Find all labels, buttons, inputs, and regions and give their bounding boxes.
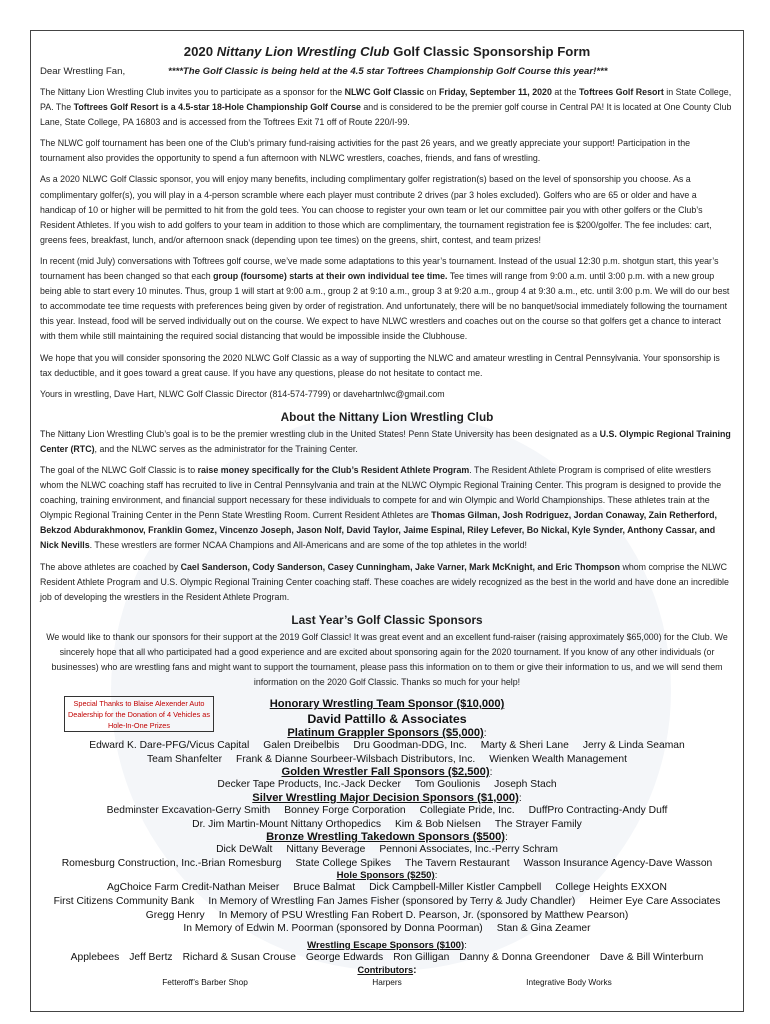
sponsor-name: State College Spikes bbox=[295, 857, 392, 869]
sponsor-name: Kim & Bob Nielsen bbox=[395, 818, 481, 830]
sponsor-name: Edward K. Dare-PFG/Vicus Capital bbox=[89, 740, 250, 752]
bronze-row-1 bbox=[40, 843, 734, 857]
sponsor-name: Romesburg Construction, Inc.-Brian Romesburg bbox=[61, 857, 282, 869]
greeting: Dear Wrestling Fan, bbox=[40, 66, 126, 77]
sponsor-name: Collegiate Pride, Inc. bbox=[419, 804, 515, 816]
sponsor-name: Danny & Donna Greendoner bbox=[459, 951, 590, 963]
signature-line: Yours in wrestling, Dave Hart, NLWC Golf Classic Director (814-574-7799) or davehartnlwc@gmail.com bbox=[40, 388, 445, 399]
title-club-name: Nittany Lion Wrestling Club bbox=[216, 44, 390, 59]
platinum-row-1 bbox=[40, 739, 734, 753]
sponsor-name: Frank & Dianne Sourbeer-Wilsbach Distributors, Inc. bbox=[236, 753, 476, 765]
contributors-title: Contributors: bbox=[357, 965, 417, 977]
sponsor-name: Bruce Balmat bbox=[293, 882, 356, 894]
history-paragraph: The NLWC golf tournament has been one of the Club’s primary fund-raising activities for the past 26 years, and we greatly appreciate your support! Participation in the tournament also provides the opportunity to spend a fun afternoon with NLWC wrestlers, coaches, friends, and fans of wrestling. bbox=[40, 138, 691, 164]
sponsor-name: The Tavern Restaurant bbox=[405, 857, 510, 869]
sponsor-name: Dr. Jim Martin-Mount Nittany Orthopedics bbox=[192, 818, 381, 830]
sponsor-name: Pennoni Associates, Inc.-Perry Schram bbox=[379, 844, 558, 856]
sponsor-name: Applebees bbox=[70, 951, 120, 963]
sponsor-name: Wienken Wealth Management bbox=[489, 753, 627, 765]
document-page bbox=[30, 30, 744, 1012]
sponsor-name: Marty & Sheri Lane bbox=[480, 740, 569, 752]
sponsor-name: Decker Tape Products, Inc.-Jack Decker bbox=[217, 779, 401, 791]
platinum-row-2 bbox=[40, 753, 734, 767]
last-year-paragraph: We would like to thank our sponsors for their support at the 2019 Golf Classic! It was great event and an excellent fund-raiser (raising approximately $65,000) for the Club. We sincerely hope that all who participated had a good experience and are excited about sponsoring again for the 2020 tournament. If you know of any other individuals (or businesses) who are wrestling fans and might want to support the tournament, please pass this information on to them or give their information to us, and we will send them information on the 2020 Golf Classic. Thanks so much for your help! bbox=[46, 631, 728, 688]
sponsor-name: First Citizens Community Bank bbox=[53, 895, 195, 907]
gold-tier-title: Golden Wrestler Fall Sponsors ($2,500): bbox=[281, 766, 493, 779]
sponsor-name: Heimer Eye Care Associates bbox=[589, 895, 721, 907]
hole-row-4 bbox=[40, 922, 734, 936]
sponsor-name: Dick Campbell-Miller Kistler Campbell bbox=[369, 882, 542, 894]
sponsor-name: DuffPro Contracting-Andy Duff bbox=[528, 804, 668, 816]
sponsor-name: Bonney Forge Corporation bbox=[284, 804, 406, 816]
contributors-row bbox=[40, 976, 734, 988]
hole-row-2 bbox=[40, 895, 734, 909]
sponsor-name: Dick DeWalt bbox=[216, 844, 273, 856]
special-thanks-box: Special Thanks to Blaise Alexender Auto Dealership for the Donation of 4 Vehicles as Hole-In-One Prizes bbox=[64, 696, 214, 732]
sponsor-name: George Edwards bbox=[305, 951, 384, 963]
hole-row-3 bbox=[40, 909, 734, 923]
escape-tier-title: Wrestling Escape Sponsors ($100): bbox=[307, 939, 467, 951]
platinum-tier-title: Platinum Grappler Sponsors ($5,000): bbox=[287, 727, 487, 740]
sponsor-name: In Memory of Edwin M. Poorman (sponsored by Donna Poorman) bbox=[183, 923, 483, 935]
sponsor-name: Bedminster Excavation-Gerry Smith bbox=[106, 804, 271, 816]
contributor-name: Harpers bbox=[372, 977, 402, 988]
tee-times-paragraph: In recent (mid July) conversations with Toftrees golf course, we’ve made some adaptations to this year’s tournament. Instead of the usual 12:30 p.m. shotgun start, this year’s tournament has been changed so that each group (foursome) starts at their own individual tee time. Tee times will range from 9:00 a.m. until 3:00 p.m. with a new group being able to start every 10 minutes. Thus, group 1 will start at 9:00 a.m., group 2 at 9:10 a.m., group 3 at 9:20 a.m., group 4 at 9:30 a.m., etc. until 3:00 p.m. We will do our best to accommodate tee time requests with preferences being given by order of registration. And unfortunately, there will be no banquet/social immediately following the tournament this year. Instead, food will be served individually out on the course. We expect to have NLWC wrestlers and coaches out on the course so that golfers get a chance to interact with them while still maintaining the required social distancing that would be impossible inside the Clubhouse. bbox=[40, 255, 730, 342]
gold-row-1 bbox=[40, 778, 734, 792]
sponsor-name: The Strayer Family bbox=[494, 818, 582, 830]
sponsor-name: Galen Dreibelbis bbox=[263, 740, 340, 752]
silver-row-1 bbox=[40, 804, 734, 818]
hole-row-1 bbox=[40, 881, 734, 895]
contributor-name: Fetteroff’s Barber Shop bbox=[162, 977, 248, 988]
sponsor-name: Wasson Insurance Agency-Dave Wasson bbox=[523, 857, 713, 869]
hole-tier-title: Hole Sponsors ($250): bbox=[336, 870, 438, 882]
sponsor-name: Stan & Gina Zeamer bbox=[496, 923, 591, 935]
escape-row-1 bbox=[40, 951, 734, 965]
document-content bbox=[31, 31, 743, 988]
sponsor-name: Richard & Susan Crouse bbox=[182, 951, 296, 963]
bronze-row-2 bbox=[40, 857, 734, 871]
sponsor-list bbox=[40, 696, 734, 988]
sponsor-name: Dave & Bill Winterburn bbox=[599, 951, 704, 963]
sponsor-name: Ron Gilligan bbox=[393, 951, 450, 963]
silver-tier-title: Silver Wrestling Major Decision Sponsors ($1,000): bbox=[252, 791, 522, 804]
salutation-line bbox=[40, 66, 734, 77]
page-title: 2020 Nittany Lion Wrestling Club Golf Classic Sponsorship Form bbox=[183, 44, 591, 59]
about-paragraph-1: The Nittany Lion Wrestling Club’s goal is to be the premier wrestling club in the United States! Penn State University has been designated as a U.S. Olympic Regional Training Center (RTC), and the NLWC serves as the administrator for the Training Center. bbox=[40, 428, 731, 454]
sponsor-name: Jerry & Linda Seaman bbox=[582, 740, 685, 752]
sponsor-name: In Memory of PSU Wrestling Fan Robert D. Pearson, Jr. (sponsored by Matthew Pearson) bbox=[218, 909, 629, 921]
sponsor-name: Jeff Bertz bbox=[129, 951, 173, 963]
sponsor-name: Tom Goulionis bbox=[414, 779, 481, 791]
last-year-heading: Last Year’s Golf Classic Sponsors bbox=[291, 612, 483, 627]
sponsor-name: In Memory of Wrestling Fan James Fisher (sponsored by Terry & Judy Chandler) bbox=[208, 895, 576, 907]
contributor-name: Integrative Body Works bbox=[526, 977, 612, 988]
honorary-sponsor: David Pattillo & Associates bbox=[307, 712, 467, 727]
closing-paragraph: We hope that you will consider sponsoring the 2020 NLWC Golf Classic as a way of supporting the NLWC and amateur wrestling in Central Pennsylvania. Your sponsorship is tax deductible, and it goes toward a great cause. If you have any questions, please do not hesitate to contact me. bbox=[40, 352, 720, 378]
venue-note: ****The Golf Classic is being held at the 4.5 star Toftrees Championship Golf Course this year!*** bbox=[168, 66, 608, 77]
sponsor-name: AgChoice Farm Credit-Nathan Meiser bbox=[107, 882, 280, 894]
about-paragraph-2: The goal of the NLWC Golf Classic is to raise money specifically for the Club’s Resident Athlete Program. The Resident Athlete Program is comprised of elite wrestlers whom the NLWC coaching staff has recruited to live in Central Pennsylvania and train at the NLWC Olympic Regional Training Center. This program is designed to provide the coaching, training environment, and financial support necessary for these individuals to compete for and win Olympic and World Championships. These athletes train at the Olympic Regional Training Center in the Penn State Wrestling Room. Current Resident Athletes are Thomas Gilman, Josh Rodriguez, Jordan Conaway, Zain Retherford, Bekzod Abdurakhmonov, Franklin Gomez, Vincenzo Joseph, Jason Nolf, David Taylor, Jaime Espinal, Riley Lefever, Bo Nickal, Kyle Synder, Anthony Cassar, and Nick Nevills. These wrestlers are former NCAA Champions and All-Americans and are some of the top athletes in the world! bbox=[40, 464, 722, 551]
sponsor-name: Gregg Henry bbox=[145, 909, 205, 921]
sponsor-name: Nittany Beverage bbox=[286, 844, 366, 856]
sponsor-name: College Heights EXXON bbox=[555, 882, 667, 894]
honorary-tier-title: Honorary Wrestling Team Sponsor ($10,000) bbox=[269, 698, 505, 711]
intro-paragraph: The Nittany Lion Wrestling Club invites you to participate as a sponsor for the NLWC Golf Classic on Friday, September 11, 2020 at the Toftrees Golf Resort in State College, PA. The Toftrees Golf Resort is a 4.5-star 18-Hole Championship Golf Course and is considered to be the premier golf course in Central PA! It is located at One County Club Lane, State College, PA 16803 and is accessed from the Toftrees Exit 71 off of Route 220/I-99. bbox=[40, 87, 732, 128]
about-heading: About the Nittany Lion Wrestling Club bbox=[280, 409, 494, 424]
sponsor-name: Joseph Stach bbox=[494, 779, 557, 791]
sponsor-name: Team Shanfelter bbox=[147, 753, 222, 765]
silver-row-2 bbox=[40, 818, 734, 832]
benefits-paragraph: As a 2020 NLWC Golf Classic sponsor, you will enjoy many benefits, including complimentary golfer registration(s) based on the level of sponsorship you choose. As a complimentary golfer(s), you will play in a 4-person scramble where each player must contribute 2 drives (par 3 holes excluded). Golfers who are 65 or older and have a handicap of 10 or higher will be permitted to hit from the gold tees. You can choose to register your own team or let our committee pair you with other golfers or the Club’s Resident Athletes. If you wish to add golfers to your team in addition to those which are complimentary, the tournament registration fee is $200/golfer. The fee includes: cart, greens fees, breakfast, lunch, and/or afternoon snack (depending upon tee times) on the greens, shirt, contest, and team prizes! bbox=[40, 174, 712, 245]
about-paragraph-3: The above athletes are coached by Cael Sanderson, Cody Sanderson, Casey Cunningham, Jake Varner, Mark McKnight, and Eric Thompson whom comprise the NLWC Resident Athlete Program and U.S. Olympic Regional Training Center coaching staff. These coaches are widely recognized as the best in the world and have done an incredible job of developing the wrestlers in the Resident Athlete Program. bbox=[40, 561, 729, 602]
bronze-tier-title: Bronze Wrestling Takedown Sponsors ($500): bbox=[266, 831, 508, 844]
sponsor-name: Dru Goodman-DDG, Inc. bbox=[353, 740, 467, 752]
